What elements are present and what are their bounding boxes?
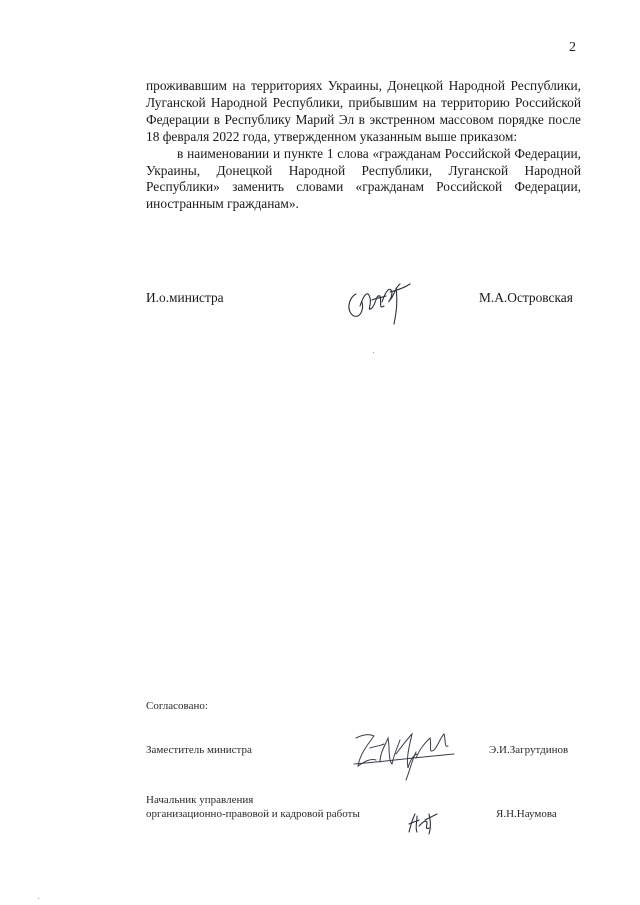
page-number: 2 [569,40,576,55]
signer-name: М.А.Островская [479,290,573,305]
deputy-name: Э.И.Загрутдинов [489,744,569,756]
approval-heading: Согласовано: [146,700,208,712]
department-head-title-line1: Начальник управления [146,794,254,806]
scan-speck [373,352,374,353]
body-paragraph-2: в наименовании и пункте 1 слова «гражданам Российской Федерации, Украины, Донецкой Народной Республики, Луганской Народной Республики» заменить словами «гражданам Российской Федерации, иностранным гражданам». [146,145,581,212]
minister-signature [342,272,414,328]
signer-title: И.о.министра [146,290,224,305]
body-paragraph-1: проживавшим на территориях Украины, Донецкой Народной Республики, Луганской Народной Республики, прибывшим на территорию Российской Федерации в Республику Марий Эл в экстренном массовом порядке после 18 февраля 2022 года, утвержденном указанным выше приказом: [146,78,581,144]
document-body [146,78,581,213]
deputy-title: Заместитель министра [146,744,252,756]
department-head-name: Я.Н.Наумова [496,808,557,820]
department-head-title-line2: организационно-правовой и кадровой работы [146,808,360,820]
department-head-signature [405,810,439,836]
deputy-signature [350,724,462,786]
scan-speck [38,898,39,899]
